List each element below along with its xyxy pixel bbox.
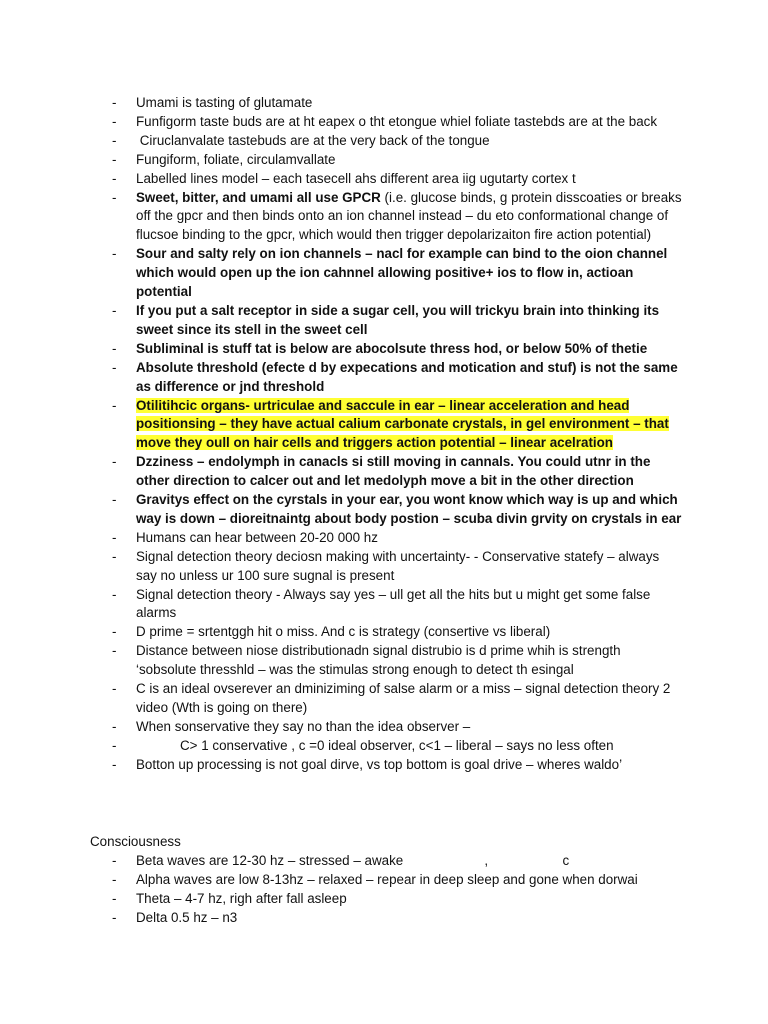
item-text: Fungiform, foliate, circulamvallate — [136, 151, 336, 167]
bullet-dash: - — [112, 681, 117, 697]
list-item — [112, 909, 682, 928]
bullet-dash: - — [112, 871, 117, 887]
list-item — [112, 302, 682, 340]
bullet-dash: - — [112, 397, 117, 413]
item-text: Sour and salty rely on ion channels – nacl for example can bind to the oion channel which would open up the ion cahnnel allowing positive+ ios to flow in, actioan potential — [136, 246, 668, 300]
item-text: Absolute threshold (efecte d by expecations and motication and stuf) is not the same as difference or jnd threshold — [136, 359, 678, 394]
list-item — [112, 113, 682, 132]
list-item — [112, 189, 682, 246]
list-item-indented — [112, 737, 682, 756]
section-heading: Consciousness — [90, 834, 181, 849]
bullet-dash: - — [112, 586, 117, 602]
bullet-dash: - — [112, 359, 117, 375]
bullet-dash: - — [112, 132, 117, 148]
list-item-highlighted — [112, 397, 682, 454]
bullet-dash: - — [112, 548, 117, 564]
item-text: Signal detection theory deciosn making with uncertainty- - Conservative statefy – always say no unless ur 100 sure sugnal is present — [136, 548, 660, 583]
item-text: Funfigorm taste buds are at ht eapex o tht etongue whiel foliate tastebds are at the back — [136, 113, 658, 129]
list-item — [112, 359, 682, 397]
item-text: Distance between niose distributionadn signal distrubio is d prime whih is strength ‘sobsolute thresshld – was the stimulas strong enough to detect th esingal — [136, 643, 621, 678]
list-item — [112, 94, 682, 113]
bullet-dash: - — [112, 95, 117, 110]
list-item — [112, 529, 682, 548]
bullet-dash: - — [112, 909, 117, 925]
item-trailing-text: , c — [406, 853, 570, 868]
item-text: Gravitys effect on the cyrstals in your ear, you wont know which way is up and which way is down – dioreitnaintg about body postion – scuba divin grvity on crystals in ear — [136, 492, 682, 526]
list-item — [112, 586, 682, 624]
bullet-dash: - — [112, 890, 117, 906]
list-item — [112, 756, 682, 775]
item-text: Theta – 4-7 hz, righ after fall asleep — [136, 890, 347, 906]
item-text: C> 1 conservative , c =0 ideal observer, c<1 – liberal – says no less often — [180, 737, 614, 753]
item-text: Labelled lines model – each tasecell ahs different area iig ugutarty cortex t — [136, 170, 576, 186]
bullet-dash: - — [112, 756, 117, 772]
bullet-dash: - — [112, 302, 117, 318]
list-item — [112, 453, 682, 491]
item-text: Subliminal is stuff tat is below are abocolsute thress hod, or below 50% of thetie — [136, 340, 648, 356]
item-text: Umami is tasting of glutamate — [136, 95, 313, 110]
list-item — [112, 718, 682, 737]
list-item — [112, 245, 682, 302]
item-text: If you put a salt receptor in side a sugar cell, you will trickyu brain into thinking its sweet since its stell in the sweet cell — [136, 302, 660, 337]
list-item — [112, 623, 682, 642]
bullet-dash: - — [112, 113, 117, 129]
item-text: Delta 0.5 hz – n3 — [136, 909, 238, 925]
list-item — [112, 890, 682, 909]
bullet-dash: - — [112, 624, 117, 640]
bullet-dash: - — [112, 492, 117, 508]
consciousness-list — [112, 852, 682, 928]
item-text: Humans can hear between 20-20 000 hz — [136, 529, 378, 545]
bullet-dash: - — [112, 151, 117, 167]
notes-list — [112, 94, 682, 775]
item-text: Botton up processing is not goal dirve, vs top bottom is goal drive – wheres waldo’ — [136, 756, 623, 772]
item-bold-text: Sweet, bitter, and umami all use GPCR — [136, 189, 381, 205]
item-text — [136, 852, 682, 871]
item-text: Signal detection theory - Always say yes – ull get all the hits but u might get some false alarms — [136, 586, 651, 621]
bullet-dash: - — [112, 853, 117, 868]
list-item — [112, 170, 682, 189]
bullet-dash: - — [112, 718, 117, 734]
item-text: Dzziness – endolymph in canacls si still moving in cannals. You could utnr in the other direction to calcer out and let medolyph move a bit in the other direction — [136, 454, 651, 489]
list-item — [112, 151, 682, 170]
list-item — [112, 871, 682, 890]
list-item — [112, 340, 682, 359]
bullet-dash: - — [112, 643, 117, 659]
bullet-dash: - — [112, 340, 117, 356]
item-normal-text: (i.e. glucose binds, g protein disscoaties or breaks off the gpcr and then binds onto an ion channel instead – du eto conformational change of flucsoe binding to the gpcr, which would then trigger depolarizaiton fire action potential) — [136, 189, 682, 243]
item-text: Ciruclanvalate tastebuds are at the very back of the tongue — [136, 132, 490, 148]
item-text: C is an ideal ovserever an dminiziming of salse alarm or a miss – signal detection theory 2 video (Wth is going on there) — [136, 681, 671, 715]
item-text: Otilitihcic organs- urtriculae and saccule in ear – linear acceleration and head positionsing – they have actual calium carbonate crystals, in gel environment – that move they oull on hair cells and triggers action potential – linear acelration — [136, 397, 669, 451]
item-text — [136, 189, 682, 246]
list-item — [112, 548, 682, 586]
item-main-text: Beta waves are 12-30 hz – stressed – awake — [136, 853, 404, 868]
list-item — [112, 642, 682, 680]
bullet-dash: - — [112, 454, 117, 470]
bullet-dash: - — [112, 529, 117, 545]
bullet-dash: - — [112, 246, 117, 262]
list-item — [112, 680, 682, 718]
item-text: When sonservative they say no than the idea observer – — [136, 718, 471, 734]
list-item — [112, 132, 682, 151]
bullet-dash: - — [112, 170, 117, 186]
item-text: Alpha waves are low 8-13hz – relaxed – repear in deep sleep and gone when dorwai — [136, 871, 638, 887]
list-item — [112, 491, 682, 529]
item-text: D prime = srtentggh hit o miss. And c is strategy (consertive vs liberal) — [136, 624, 551, 640]
bullet-dash: - — [112, 189, 117, 205]
bullet-dash: - — [112, 737, 117, 753]
list-item — [112, 852, 682, 871]
